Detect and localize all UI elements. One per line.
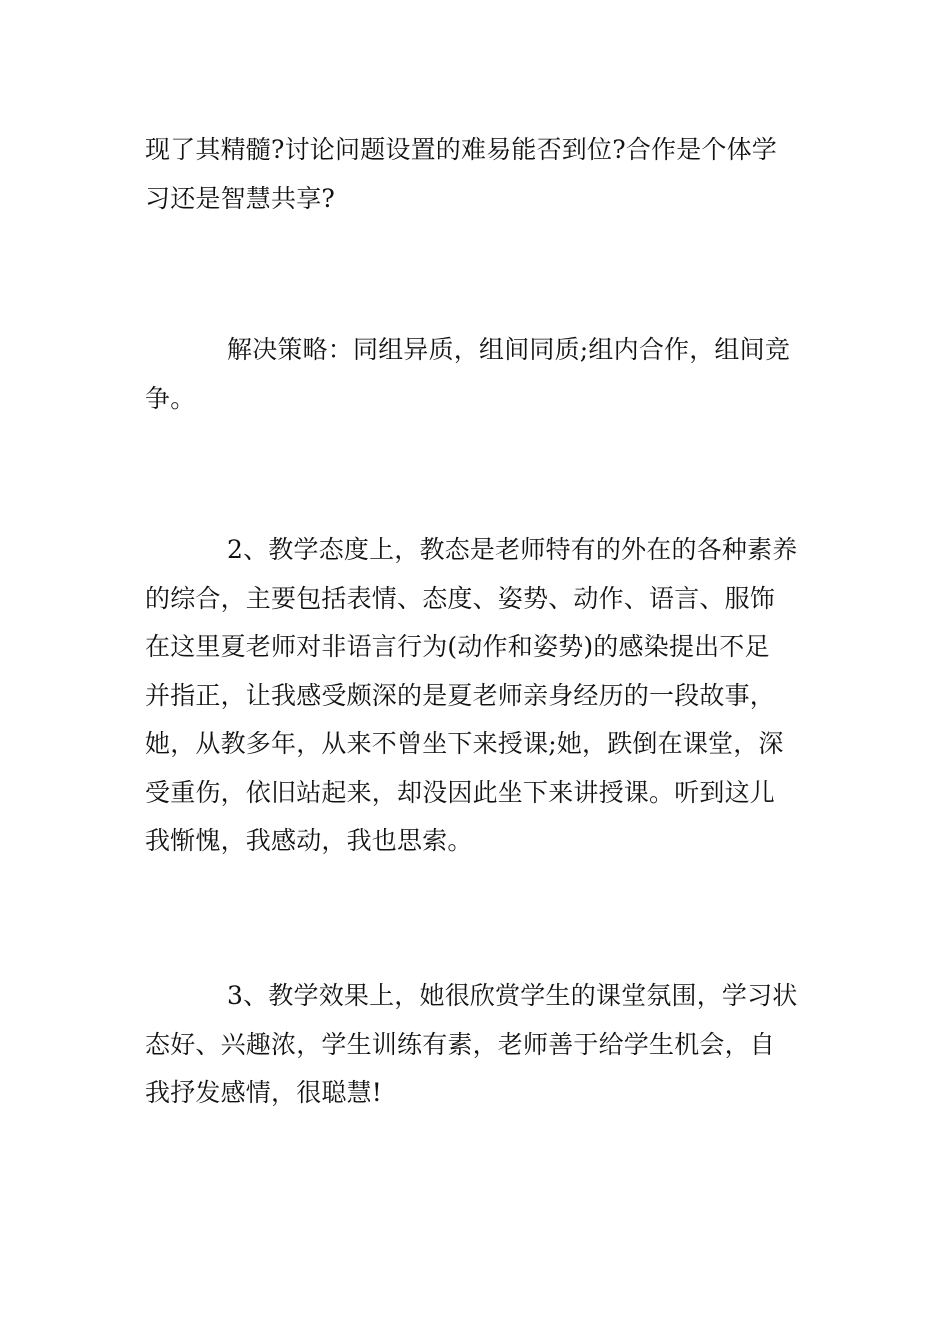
text-line: 解决策略：同组异质，组间同质;组内合作，组间竞 [227, 335, 791, 364]
paragraph-continuation [145, 126, 810, 223]
text-line: 我抒发感情，很聪慧! [145, 1078, 383, 1107]
text-line: 态好、兴趣浓，学生训练有素，老师善于给学生机会，自 [145, 1029, 776, 1059]
text-line: 在这里夏老师对非语言行为(动作和姿势)的感染提出不足 [145, 632, 770, 661]
paragraph-strategy [145, 326, 810, 423]
text-line: 习还是智慧共享? [145, 183, 336, 213]
text-line: 争。 [145, 383, 196, 413]
text-line: 的综合，主要包括表情、态度、姿势、动作、语言、服饰 [145, 583, 776, 613]
text-line: 受重伤，依旧站起来，却没因此坐下来讲授课。听到这儿 [145, 777, 776, 807]
paragraph-teaching-effect [145, 972, 810, 1118]
text-line: 并指正，让我感受颇深的是夏老师亲身经历的一段故事， [145, 680, 776, 710]
paragraph-teaching-attitude [145, 526, 810, 866]
text-line: 我惭愧，我感动，我也思索。 [145, 826, 473, 855]
text-line: 2、教学态度上，教态是老师特有的外在的各种素养 [227, 535, 798, 564]
text-line: 3、教学效果上，她很欣赏学生的课堂氛围，学习状 [227, 981, 798, 1010]
text-line: 现了其精髓?讨论问题设置的难易能否到位?合作是个体学 [145, 135, 778, 164]
text-line: 她，从教多年，从来不曾坐下来授课;她，跌倒在课堂，深 [145, 729, 784, 758]
